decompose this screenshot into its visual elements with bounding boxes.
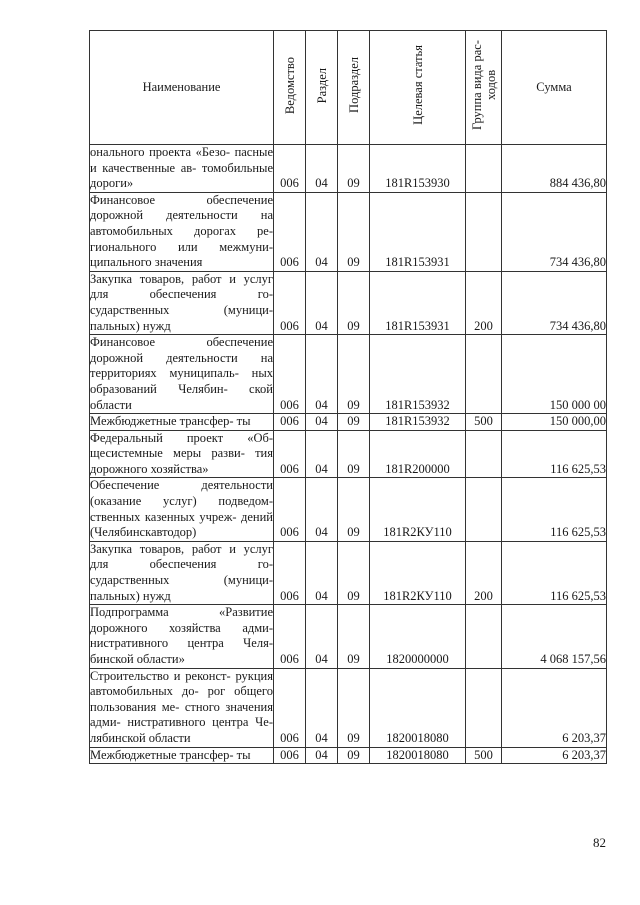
row-name: Межбюджетные трансфер- ты	[90, 747, 274, 764]
row-section: 04	[306, 430, 338, 478]
header-target: Целевая статья	[410, 45, 425, 126]
row-name: Финансовое обеспечение дорожной деятельности на автомобильных дорогах ре- гионального или межмуни- ципального значения	[90, 192, 274, 271]
row-name: Федеральный проект «Об- щесистемные меры разви- тия дорожного хозяйства»	[90, 430, 274, 478]
header-subsection-cell	[338, 31, 370, 145]
table-row	[90, 430, 607, 478]
row-target: 181R153932	[370, 335, 466, 414]
row-amount: 116 625,53	[502, 430, 607, 478]
table-row	[90, 605, 607, 668]
row-amount: 734 436,80	[502, 271, 607, 334]
row-name: Финансовое обеспечение дорожной деятельности на территориях муниципаль- ных образований Челябин- ской области	[90, 335, 274, 414]
row-group: 500	[466, 414, 502, 431]
row-subsection: 09	[338, 430, 370, 478]
row-amount: 116 625,53	[502, 541, 607, 604]
row-target: 181R200000	[370, 430, 466, 478]
row-subsection: 09	[338, 192, 370, 271]
row-section: 04	[306, 335, 338, 414]
header-group-cell	[466, 31, 502, 145]
budget-table	[89, 30, 607, 764]
row-group: 500	[466, 747, 502, 764]
row-section: 04	[306, 478, 338, 541]
table-header-row	[90, 31, 607, 145]
row-group	[466, 192, 502, 271]
row-group: 200	[466, 271, 502, 334]
row-amount: 4 068 157,56	[502, 605, 607, 668]
row-section: 04	[306, 145, 338, 193]
header-dept: Ведомство	[282, 56, 297, 114]
row-amount: 884 436,80	[502, 145, 607, 193]
table-row	[90, 478, 607, 541]
row-target: 1820000000	[370, 605, 466, 668]
row-dept: 006	[274, 414, 306, 431]
row-dept: 006	[274, 541, 306, 604]
row-name: Закупка товаров, работ и услуг для обеспечения го- сударственных (муници- пальных) нужд	[90, 541, 274, 604]
row-subsection: 09	[338, 335, 370, 414]
row-section: 04	[306, 271, 338, 334]
row-name: Строительство и реконст- рукция автомобильных до- рог общего пользования ме- стного значения адми- нистративного центра Че- лябинской области	[90, 668, 274, 747]
row-section: 04	[306, 541, 338, 604]
row-group	[466, 605, 502, 668]
row-subsection: 09	[338, 478, 370, 541]
header-section-cell	[306, 31, 338, 145]
row-section: 04	[306, 668, 338, 747]
row-target: 1820018080	[370, 668, 466, 747]
row-subsection: 09	[338, 414, 370, 431]
row-section: 04	[306, 414, 338, 431]
table-row	[90, 192, 607, 271]
row-target: 181R153931	[370, 271, 466, 334]
row-subsection: 09	[338, 747, 370, 764]
header-subsection: Подраздел	[346, 57, 361, 114]
table-row	[90, 668, 607, 747]
row-target: 181R2КУ110	[370, 478, 466, 541]
row-group	[466, 478, 502, 541]
row-amount: 734 436,80	[502, 192, 607, 271]
row-section: 04	[306, 747, 338, 764]
header-dept-cell	[274, 31, 306, 145]
table-row	[90, 271, 607, 334]
row-group	[466, 668, 502, 747]
row-name: онального проекта «Безо- пасные и качественные ав- томобильные дороги»	[90, 145, 274, 193]
row-dept: 006	[274, 747, 306, 764]
row-target: 181R153930	[370, 145, 466, 193]
row-group: 200	[466, 541, 502, 604]
header-section: Раздел	[314, 67, 329, 103]
row-group	[466, 335, 502, 414]
row-name: Подпрограмма «Развитие дорожного хозяйства адми- нистративного центра Челя- бинской области»	[90, 605, 274, 668]
row-target: 1820018080	[370, 747, 466, 764]
row-dept: 006	[274, 335, 306, 414]
header-amount: Сумма	[502, 31, 607, 145]
row-dept: 006	[274, 271, 306, 334]
row-dept: 006	[274, 192, 306, 271]
row-amount: 6 203,37	[502, 747, 607, 764]
table-row	[90, 747, 607, 764]
row-group	[466, 430, 502, 478]
header-group: Группа вида рас- ходов	[469, 40, 498, 131]
row-subsection: 09	[338, 541, 370, 604]
row-subsection: 09	[338, 271, 370, 334]
row-target: 181R153931	[370, 192, 466, 271]
table-row	[90, 145, 607, 193]
page-number: 82	[593, 835, 606, 850]
row-dept: 006	[274, 668, 306, 747]
row-target: 181R2КУ110	[370, 541, 466, 604]
row-name: Обеспечение деятельности (оказание услуг) подведом- ственных казенных учреж- дений (Челябинскавтодор)	[90, 478, 274, 541]
row-dept: 006	[274, 145, 306, 193]
row-dept: 006	[274, 478, 306, 541]
row-amount: 6 203,37	[502, 668, 607, 747]
row-name: Закупка товаров, работ и услуг для обеспечения го- сударственных (муници- пальных) нужд	[90, 271, 274, 334]
row-section: 04	[306, 605, 338, 668]
row-amount: 150 000 00	[502, 335, 607, 414]
row-amount: 150 000,00	[502, 414, 607, 431]
row-subsection: 09	[338, 668, 370, 747]
row-subsection: 09	[338, 605, 370, 668]
row-subsection: 09	[338, 145, 370, 193]
table-row	[90, 335, 607, 414]
row-section: 04	[306, 192, 338, 271]
header-name: Наименование	[90, 31, 274, 145]
budget-table-container	[89, 30, 606, 764]
table-row	[90, 541, 607, 604]
row-target: 181R153932	[370, 414, 466, 431]
header-target-cell	[370, 31, 466, 145]
row-name: Межбюджетные трансфер- ты	[90, 414, 274, 431]
row-amount: 116 625,53	[502, 478, 607, 541]
row-dept: 006	[274, 430, 306, 478]
table-row	[90, 414, 607, 431]
row-dept: 006	[274, 605, 306, 668]
row-group	[466, 145, 502, 193]
